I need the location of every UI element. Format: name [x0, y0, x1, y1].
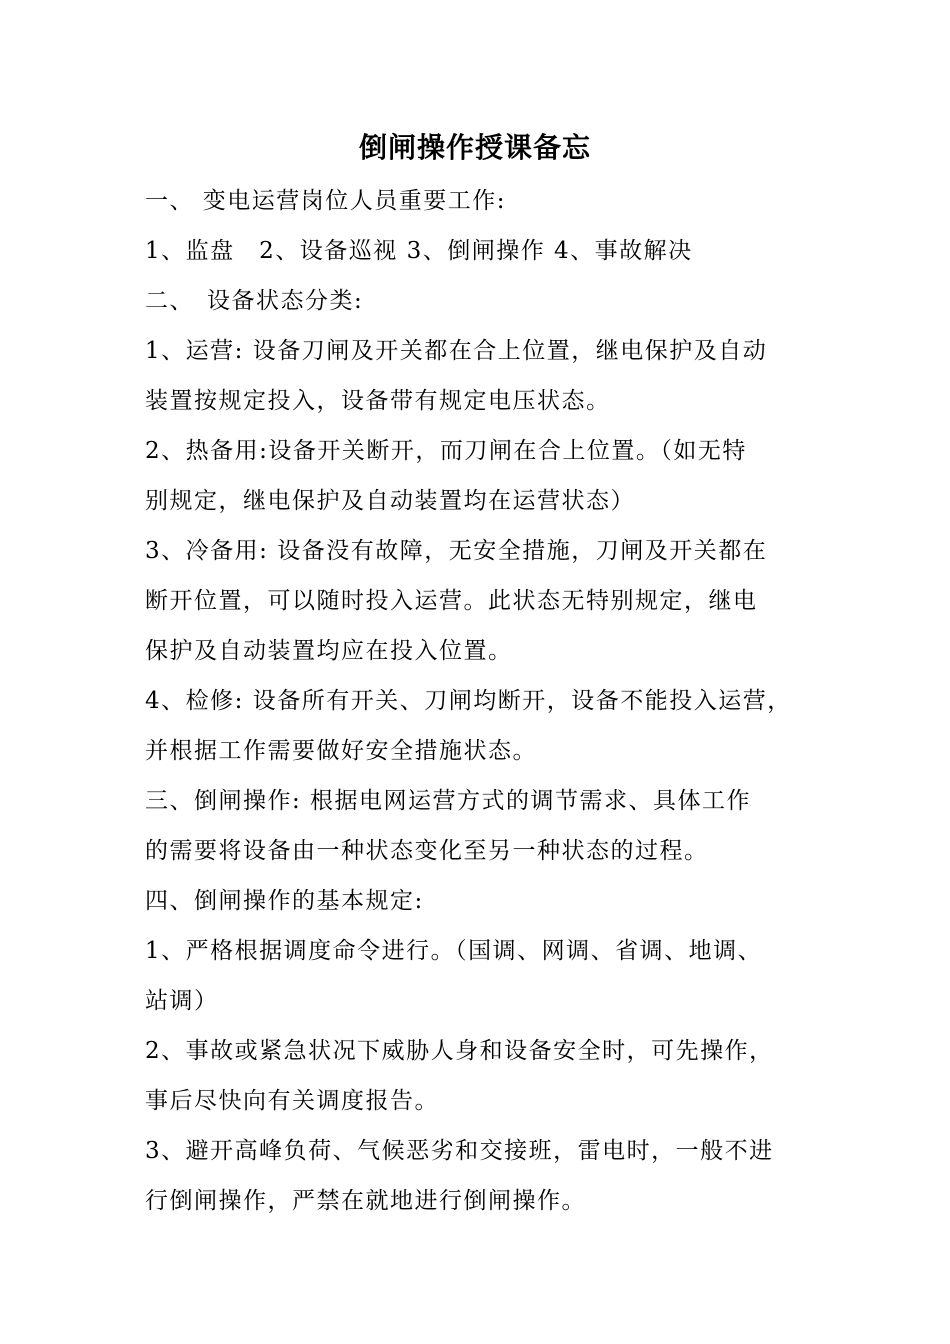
paragraph-line: 的需要将设备由一种状态变化至另一种状态的过程。	[145, 838, 709, 864]
section-heading-1: 一、 变电运营岗位人员重要工作:	[145, 188, 507, 214]
section-heading-3: 三、倒闸操作: 根据电网运营方式的调节需求、具体工作	[145, 788, 752, 814]
paragraph-line: 1、监盘 2、设备巡视 3、倒闸操作 4、事故解决	[145, 238, 693, 264]
paragraph-line: 保护及自动装置均应在投入位置。	[145, 638, 513, 664]
paragraph-line: 2、事故或紧急状况下威胁人身和设备安全时，可先操作，	[145, 1038, 774, 1064]
paragraph-line: 别规定，继电保护及自动装置均在运营状态）	[145, 488, 635, 514]
paragraph-line: 2、热备用:设备开关断开，而刀闸在合上位置。（如无特	[145, 438, 747, 464]
paragraph-line: 装置按规定投入，设备带有规定电压状态。	[145, 388, 611, 414]
document-title: 倒闸操作授课备忘	[358, 131, 591, 164]
paragraph-line: 3、冷备用: 设备没有故障，无安全措施，刀闸及开关都在	[145, 538, 768, 564]
paragraph-line: 行倒闸操作，严禁在就地进行倒闸操作。	[145, 1188, 586, 1214]
section-heading-4: 四、倒闸操作的基本规定:	[145, 888, 424, 914]
paragraph-line: 并根据工作需要做好安全措施状态。	[145, 738, 537, 764]
paragraph-line: 4、检修: 设备所有开关、刀闸均断开，设备不能投入运营，	[145, 688, 792, 714]
section-heading-2: 二、 设备状态分类:	[145, 288, 364, 314]
paragraph-line: 事后尽快向有关调度报告。	[145, 1088, 439, 1114]
paragraph-line: 站调）	[145, 988, 219, 1014]
paragraph-line: 3、避开高峰负荷、气候恶劣和交接班，雷电时，一般不进	[145, 1138, 774, 1164]
paragraph-line: 断开位置，可以随时投入运营。此状态无特别规定，继电	[145, 588, 758, 614]
document-body	[145, 184, 845, 1234]
paragraph-line: 1、运营: 设备刀闸及开关都在合上位置，继电保护及自动	[145, 338, 768, 364]
paragraph-line: 1、严格根据调度命令进行。（国调、网调、省调、地调、	[145, 938, 763, 964]
